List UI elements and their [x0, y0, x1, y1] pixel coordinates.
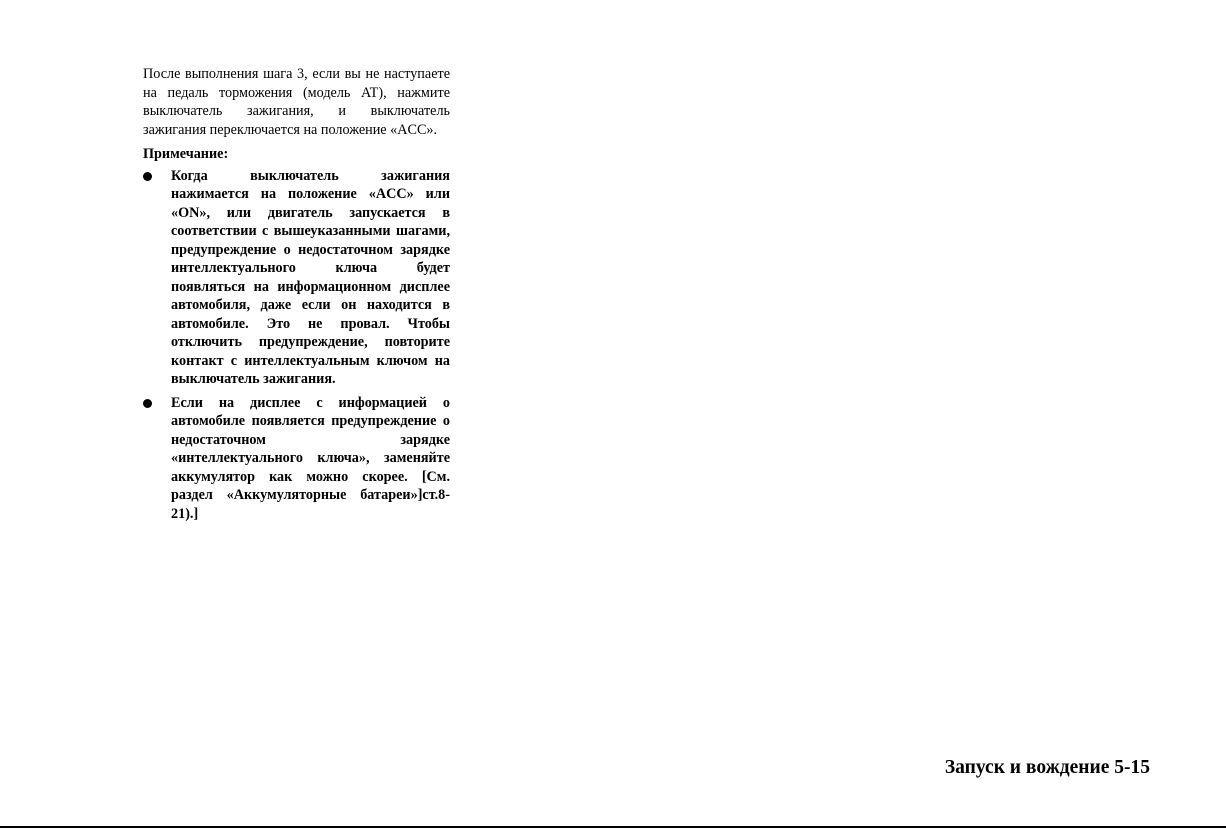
text-column — [143, 65, 450, 528]
bottom-divider — [0, 826, 1226, 828]
intro-paragraph: После выполнения шага 3, если вы не наступаете на педаль торможения (модель AT), нажмите выключатель зажигания, и выключатель зажигания переключается на положение «ACC». — [143, 66, 450, 138]
list-item-text: Если на дисплее с информацией о автомобиле появляется предупреждение о недостаточном зарядке «интеллектуального ключа», заменяйте аккумулятор как можно скорее. [См. раздел «Аккумуляторные батареи»]ст.8-21).] — [171, 394, 450, 522]
list-item — [143, 167, 450, 389]
list-item-text: Когда выключатель зажигания нажимается на положение «ACC» или «ON», или двигатель запускается в соответствии с вышеуказанными шагами, предупреждение о недостаточном зарядке интеллектуального ключа будет появляться на информационном дисплее автомобиля, даже если он находится в автомобиле. Это не провал. Чтобы отключить предупреждение, повторите контакт с интеллектуальным ключом на выключатель зажигания. — [171, 167, 450, 387]
page-footer: Запуск и вождение 5-15 — [944, 757, 1150, 778]
list-item — [143, 394, 450, 524]
bullet-icon — [143, 172, 152, 181]
note-list — [143, 167, 450, 524]
bullet-icon — [143, 399, 152, 408]
note-heading: Примечание: — [143, 146, 229, 162]
